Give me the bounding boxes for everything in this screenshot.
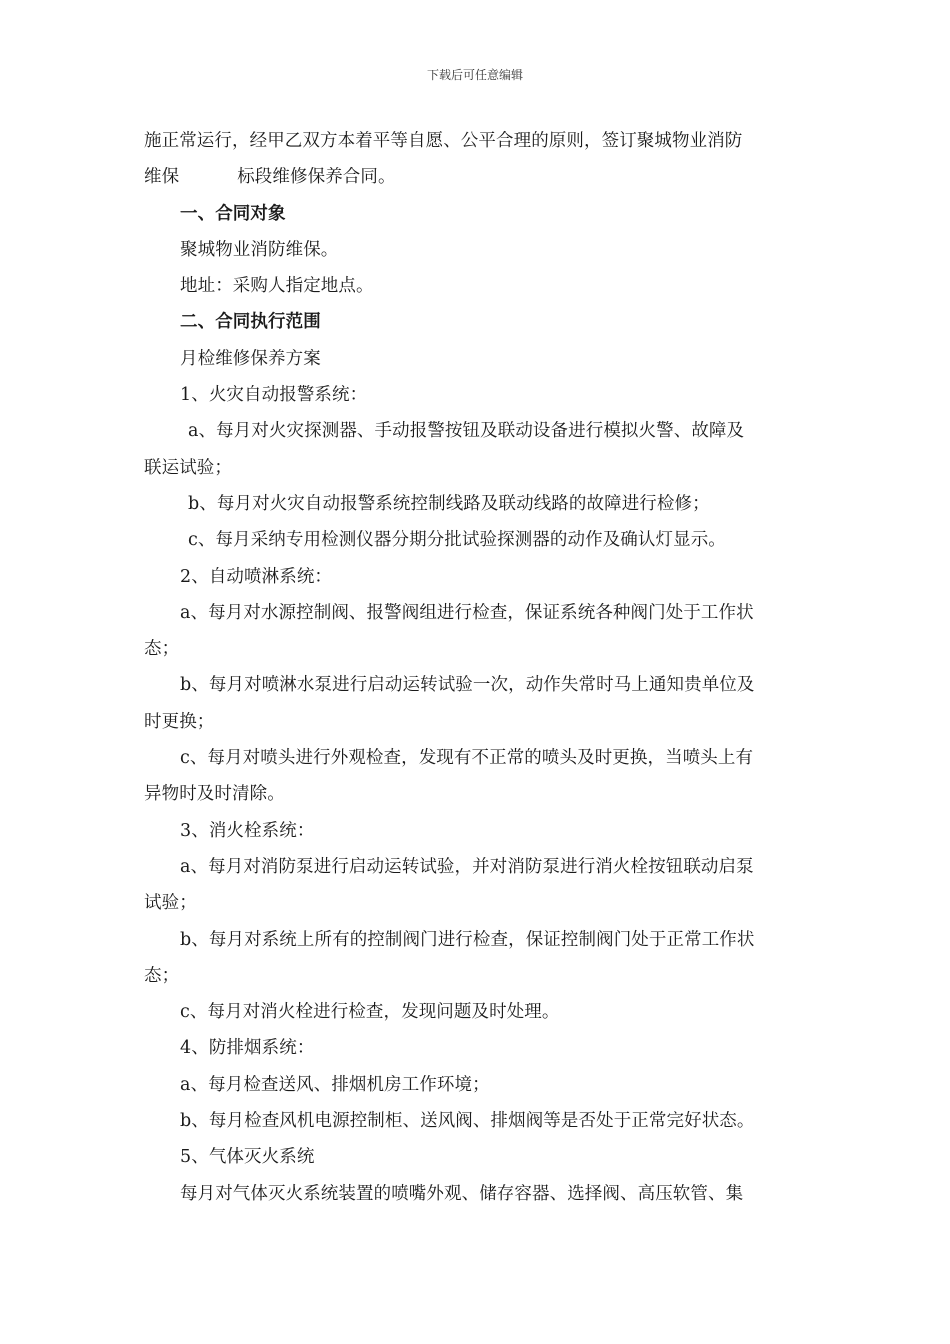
- list-item-line: 态；: [144, 639, 180, 660]
- section-heading: 二、合同执行范围: [180, 312, 321, 333]
- subsection-title: 1、火灾自动报警系统：: [180, 385, 368, 406]
- list-item-line: b、每月对火灾自动报警系统控制线路及联动线路的故障进行检修；: [188, 493, 710, 514]
- paragraph-line: 月检维修保养方案: [180, 348, 321, 369]
- list-item-line: c、每月采纳专用检测仪器分期分批试验探测器的动作及确认灯显示。: [188, 530, 726, 551]
- paragraph-line: 每月对气体灭火系统装置的喷嘴外观、储存容器、选择阀、高压软管、集: [180, 1183, 744, 1204]
- list-item-line: b、每月对系统上所有的控制阀门进行检查，保证控制阀门处于正常工作状: [180, 929, 755, 950]
- list-item-line: a、每月对火灾探测器、手动报警按钮及联动设备进行模拟火警、故障及: [188, 421, 745, 442]
- list-item-line: a、每月对消防泵进行启动运转试验，并对消防泵进行消火栓按钮联动启泵: [180, 856, 754, 877]
- list-item-line: c、每月对消火栓进行检查，发现问题及时处理。: [180, 1002, 560, 1023]
- list-item-line: c、每月对喷头进行外观检查，发现有不正常的喷头及时更换，当喷头上有: [180, 748, 754, 769]
- paragraph-line: 施正常运行，经甲乙双方本着平等自愿、公平合理的原则，签订聚城物业消防: [144, 131, 743, 151]
- text-fragment: 维保: [144, 167, 180, 188]
- list-item-line: a、每月检查送风、排烟机房工作环境；: [180, 1074, 490, 1095]
- paragraph-line: 聚城物业消防维保。: [180, 239, 339, 260]
- subsection-title: 5、气体灭火系统: [180, 1147, 315, 1168]
- list-item-line: b、每月对喷淋水泵进行启动运转试验一次，动作失常时马上通知贵单位及: [180, 675, 755, 696]
- document-body: [144, 123, 808, 1212]
- paragraph-line: [144, 159, 808, 195]
- list-item-line: 时更换；: [144, 711, 215, 732]
- list-item-line: a、每月对水源控制阀、报警阀组进行检查，保证系统各种阀门处于工作状: [180, 602, 754, 623]
- list-item-line: b、每月检查风机电源控制柜、送风阀、排烟阀等是否处于正常完好状态。: [180, 1111, 755, 1132]
- paragraph-line: 地址：采购人指定地点。: [180, 276, 374, 297]
- subsection-title: 2、自动喷淋系统：: [180, 566, 333, 587]
- page-header-note: 下载后可任意编辑: [426, 68, 523, 82]
- list-item-line: 试验；: [144, 893, 197, 914]
- subsection-title: 4、防排烟系统：: [180, 1038, 315, 1059]
- list-item-line: 异物时及时清除。: [144, 784, 285, 805]
- subsection-title: 3、消火栓系统：: [180, 820, 315, 841]
- list-item-line: 态；: [144, 965, 180, 986]
- text-fragment: 标段维修保养合同。: [237, 167, 396, 188]
- list-item-line: 联运试验；: [144, 457, 232, 478]
- section-heading: 一、合同对象: [180, 203, 286, 224]
